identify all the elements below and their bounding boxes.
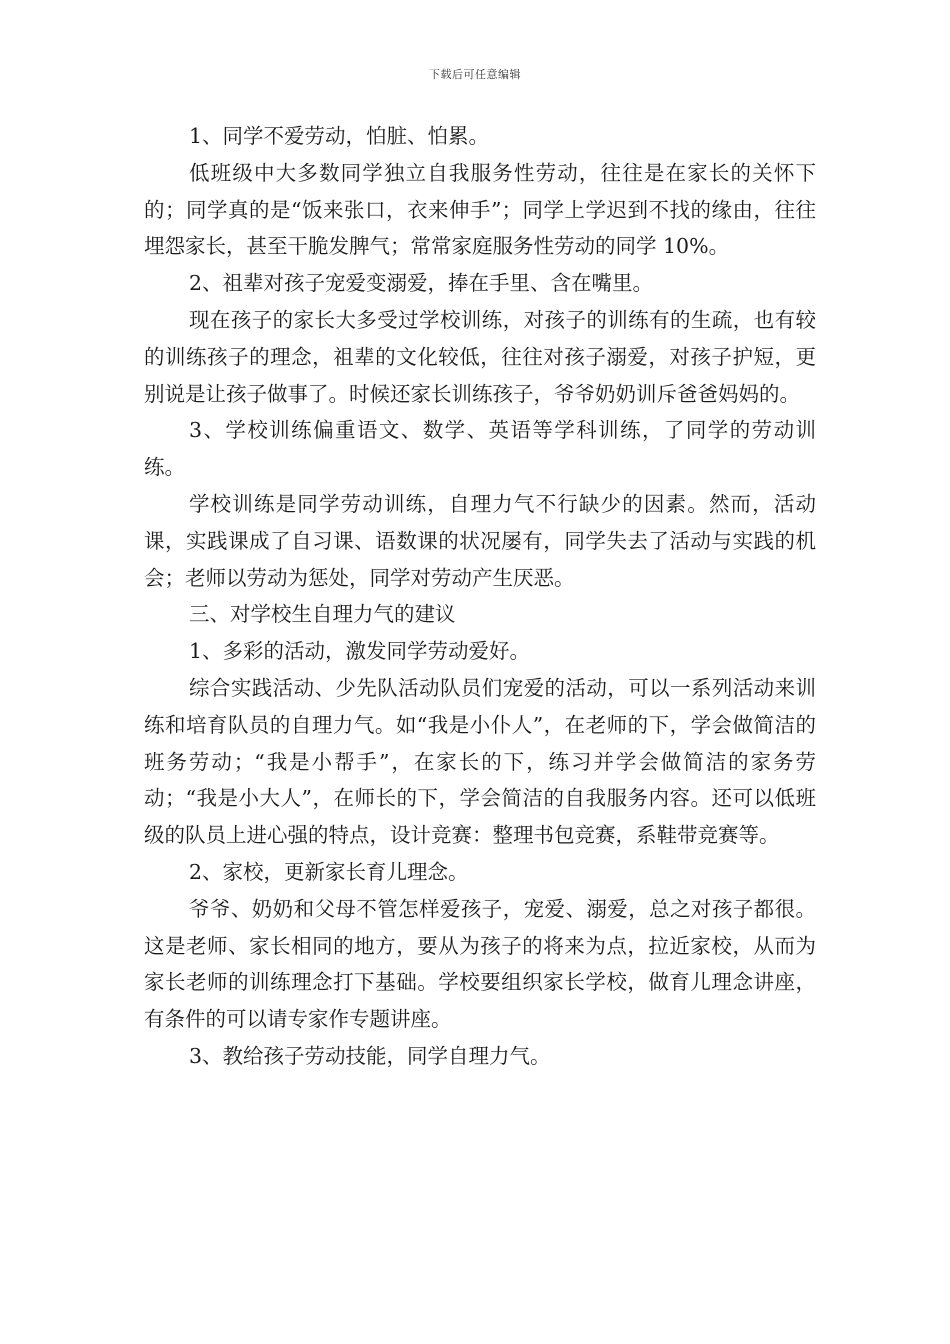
paragraph-5: 3、学校训练偏重语文、数学、英语等学科训练，了同学的劳动训练。 xyxy=(144,418,816,480)
paragraph-11: 爷爷、奶奶和父母不管怎样爱孩子，宠爱、溺爱，总之对孩子都很。这是老师、家长相同的地方，要从为孩子的将来为点，拉近家校，从而为家长老师的训练理念打下基础。学校要组织家长学校，做育儿理念讲座，有条件的可以请专家作专题讲座。 xyxy=(144,896,816,1032)
paragraph-3: 2、祖辈对孩子宠爱变溺爱，捧在手里、含在嘴里。 xyxy=(189,271,654,296)
paragraph-2: 低班级中大多数同学独立自我服务性劳动，往往是在家长的关怀下的；同学真的是“饭来张口，衣来伸手”；同学上学迟到不找的缘由，往往埋怨家长，甚至干脆发脾气；常常家庭服务性劳动的同学 10%。 xyxy=(144,160,816,259)
document-body xyxy=(144,118,816,1075)
paragraph-1: 1、同学不爱劳动，怕脏、怕累。 xyxy=(189,124,490,148)
paragraph-10: 2、家校，更新家长育儿理念。 xyxy=(189,859,469,884)
paragraph-4: 现在孩子的家长大多受过学校训练，对孩子的训练有的生疏，也有较的训练孩子的理念，祖辈的文化较低，往往对孩子溺爱，对孩子护短，更别说是让孩子做事了。时候还家长训练孩子，爷爷奶奶训斥爸爸妈妈的。 xyxy=(144,307,816,406)
paragraph-6: 学校训练是同学劳动训练，自理力气不行缺少的因素。然而，活动课，实践课成了自习课、语数课的状况屡有，同学失去了活动与实践的机会；老师以劳动为惩处，同学对劳动产生厌恶。 xyxy=(144,491,816,590)
page-header: 下载后可任意编辑 xyxy=(429,68,521,81)
paragraph-8: 1、多彩的活动，激发同学劳动爱好。 xyxy=(189,639,531,664)
paragraph-12: 3、教给孩子劳动技能，同学自理力气。 xyxy=(189,1043,551,1068)
section-heading: 三、对学校生自理力气的建议 xyxy=(189,602,456,627)
paragraph-9: 综合实践活动、少先队活动队员们宠爱的活动，可以一系列活动来训练和培育队员的自理力气。如“我是小仆人”，在老师的下，学会做简洁的班务劳动；“我是小帮手”，在家长的下，练习并学会做简洁的家务劳动；“我是小大人”，在师长的下，学会简洁的自我服务内容。还可以低班级的队员上进心强的特点，设计竞赛：整理书包竞赛，系鞋带竞赛等。 xyxy=(144,675,816,848)
